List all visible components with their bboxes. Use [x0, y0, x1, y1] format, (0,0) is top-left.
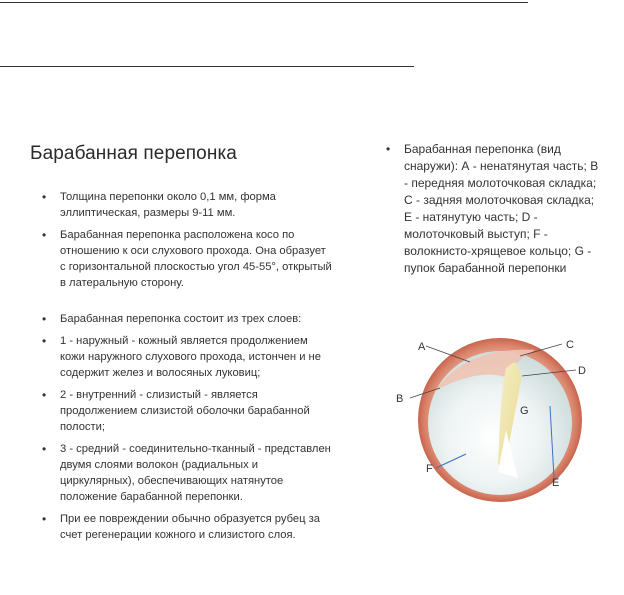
header-divider	[0, 66, 414, 67]
eardrum-figure	[390, 320, 590, 590]
list-item: • 2 - внутренний - слизистый - является продолжением слизистой оболочки барабанной полости;	[42, 387, 332, 435]
label-d: D	[578, 365, 586, 377]
label-b: B	[396, 393, 404, 405]
figure-caption: • Барабанная перепонка (вид снаружи): А - ненатянутая часть; В - передняя молоточковая складка; С - задняя молоточковая складка; Е - натянутую часть; D - молоточковый выступ; F - волокнисто-хрящевое кольцо; G - пупок барабанной перепонки	[386, 141, 604, 277]
list-item: • Барабанная перепонка расположена косо по отношению к оси слухового прохода. Она образует с горизонтальной плоскостью угол 45-55°, открытый в латеральную сторону.	[42, 227, 332, 291]
top-divider	[0, 2, 528, 3]
figure-caption-list	[386, 141, 604, 283]
list-item: • 1 - наружный - кожный является продолжением кожи наружного слухового прохода, истончен и не содержит желез и волосяных луковиц;	[42, 333, 332, 381]
label-a: A	[418, 341, 426, 353]
eardrum-illustration	[390, 320, 590, 590]
list-item: • Толщина перепонки около 0,1 мм, форма эллиптическая, размеры 9-11 мм.	[42, 189, 332, 221]
list-item: • 3 - средний - соединительно-тканный - представлен двумя слоями волокон (радиальных и циркулярных), обеспечивающих натянутое положение барабанной перепонки.	[42, 441, 332, 505]
label-f: F	[426, 463, 433, 475]
label-c: C	[566, 339, 574, 351]
list-item: • Барабанная перепонка состоит из трех слоев:	[42, 311, 332, 327]
list-item: • При ее повреждении обычно образуется рубец за счет регенерации кожного и слизистого слоя.	[42, 511, 332, 543]
page-title: Барабанная перепонка	[30, 143, 237, 164]
label-e: E	[552, 477, 560, 489]
left-bullet-list	[42, 189, 332, 549]
label-g: G	[520, 405, 529, 417]
